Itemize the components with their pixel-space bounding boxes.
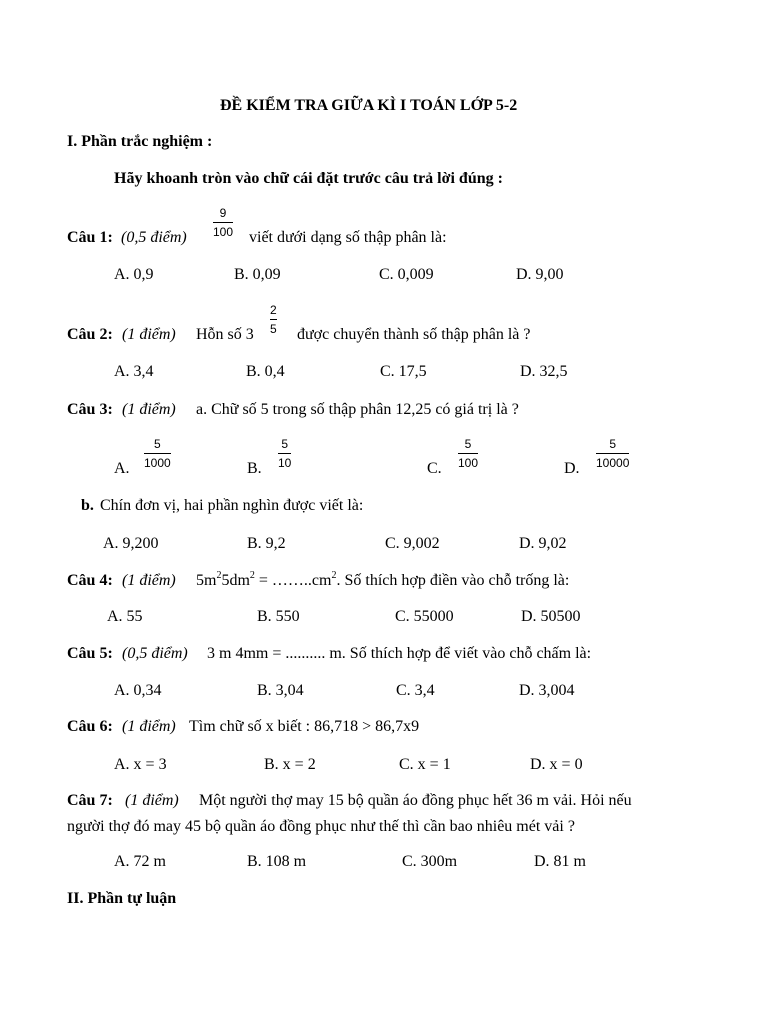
q1-label: Câu 1: (67, 229, 113, 246)
q3-option-c-fraction[interactable] (458, 438, 478, 469)
q3b-text: Chín đơn vị, hai phần nghìn được viết là: (100, 497, 364, 514)
fraction-denominator: 1000 (144, 456, 171, 470)
q4-expression (196, 570, 570, 589)
q3b-option-b[interactable]: B. 9,2 (247, 535, 286, 552)
q6-option-b[interactable]: B. x = 2 (264, 756, 316, 773)
q5-option-b[interactable]: B. 3,04 (257, 682, 304, 699)
q5-label: Câu 5: (67, 645, 113, 662)
q3-option-b-fraction[interactable] (278, 438, 291, 469)
q4-sup-b: 2 (249, 570, 255, 581)
q1-fraction (213, 207, 233, 238)
q6-points: (1 điểm) (122, 718, 176, 735)
fraction-numerator: 5 (281, 437, 289, 451)
q2-text-pre: Hỗn số 3 (196, 326, 254, 343)
fraction-numerator: 5 (154, 437, 161, 451)
q7-label: Câu 7: (67, 792, 113, 809)
q3-option-a-letter[interactable]: A. (114, 460, 130, 477)
q6-label: Câu 6: (67, 718, 113, 735)
fraction-denominator: 100 (458, 456, 479, 470)
q1-option-a[interactable]: A. 0,9 (114, 266, 154, 283)
q3-option-d-letter[interactable]: D. (564, 460, 580, 477)
q3b-option-a[interactable]: A. 9,200 (103, 535, 159, 552)
q4-label: Câu 4: (67, 572, 113, 589)
q3-points: (1 điểm) (122, 401, 176, 418)
q3-text: a. Chữ số 5 trong số thập phân 12,25 có giá trị là ? (196, 401, 519, 418)
q2-points: (1 điểm) (122, 326, 176, 343)
q1-fraction-denominator: 100 (213, 225, 234, 239)
q6-option-c[interactable]: C. x = 1 (399, 756, 451, 773)
q4-sup-c: 2 (331, 570, 337, 581)
q3-option-c-letter[interactable]: C. (427, 460, 442, 477)
part1-instruction: Hãy khoanh tròn vào chữ cái đặt trước câu trả lời đúng : (114, 170, 503, 187)
q4-expr-part-c: = ……..cm (254, 572, 332, 589)
q6-option-a[interactable]: A. x = 3 (114, 756, 167, 773)
q7-text-line1: Một người thợ may 15 bộ quần áo đồng phục hết 36 m vải. Hỏi nếu (199, 792, 632, 809)
q3-option-a-fraction[interactable] (144, 438, 171, 469)
q2-option-b[interactable]: B. 0,4 (246, 363, 285, 380)
q2-option-d[interactable]: D. 32,5 (520, 363, 568, 380)
q2-fraction-numerator: 2 (270, 303, 277, 317)
q1-points: (0,5 điểm) (121, 229, 187, 246)
fraction-denominator: 10 (278, 456, 292, 470)
q1-text: viết dưới dạng số thập phân là: (249, 229, 447, 246)
q7-points: (1 điểm) (125, 792, 179, 809)
q4-expr-part-a: 5m (196, 572, 217, 589)
q4-sup-a: 2 (216, 570, 222, 581)
q5-text: 3 m 4mm = .......... m. Số thích hợp để viết vào chỗ chấm là: (207, 645, 592, 662)
q4-expr-part-b: 5dm (221, 572, 250, 589)
q4-text: . Số thích hợp điền vào chỗ trống là: (336, 572, 570, 589)
q1-option-b[interactable]: B. 0,09 (234, 266, 281, 283)
q3-label: Câu 3: (67, 401, 113, 418)
q1-fraction-numerator: 9 (219, 206, 227, 220)
q2-label: Câu 2: (67, 326, 113, 343)
q2-option-c[interactable]: C. 17,5 (380, 363, 427, 380)
q1-option-c[interactable]: C. 0,009 (379, 266, 434, 283)
q2-option-a[interactable]: A. 3,4 (114, 363, 154, 380)
q4-points: (1 điểm) (122, 572, 176, 589)
q7-option-c[interactable]: C. 300m (402, 853, 458, 870)
q4-option-c[interactable]: C. 55000 (395, 608, 454, 625)
q3-option-b-letter[interactable]: B. (247, 460, 262, 477)
q5-option-c[interactable]: C. 3,4 (396, 682, 435, 699)
fraction-denominator: 10000 (596, 456, 630, 470)
q3-option-d-fraction[interactable] (596, 438, 629, 469)
q1-option-d[interactable]: D. 9,00 (516, 266, 564, 283)
q3b-option-d[interactable]: D. 9,02 (519, 535, 567, 552)
q4-option-a[interactable]: A. 55 (107, 608, 143, 625)
q6-option-d[interactable]: D. x = 0 (530, 756, 583, 773)
q4-option-d[interactable]: D. 50500 (521, 608, 581, 625)
q3b-label: b. (81, 497, 94, 514)
q7-text-line2: người thợ đó may 45 bộ quần áo đồng phục như thế thì cần bao nhiêu mét vải ? (67, 818, 575, 835)
q5-option-a[interactable]: A. 0,34 (114, 682, 162, 699)
q7-option-b[interactable]: B. 108 m (247, 853, 307, 870)
part2-heading: II. Phần tự luận (67, 890, 177, 907)
q2-fraction-denominator: 5 (270, 322, 277, 336)
q3b-option-c[interactable]: C. 9,002 (385, 535, 440, 552)
exam-title: ĐỀ KIỂM TRA GIỮA KÌ I TOÁN LỚP 5-2 (220, 97, 518, 114)
fraction-numerator: 5 (609, 437, 617, 451)
q7-option-d[interactable]: D. 81 m (534, 853, 586, 870)
q7-option-a[interactable]: A. 72 m (114, 853, 166, 870)
q2-fraction (270, 304, 277, 335)
q5-option-d[interactable]: D. 3,004 (519, 682, 575, 699)
q2-text-post: được chuyển thành số thập phân là ? (297, 326, 531, 343)
q4-option-b[interactable]: B. 550 (257, 608, 300, 625)
fraction-numerator: 5 (464, 437, 472, 451)
q6-text: Tìm chữ số x biết : 86,718 > 86,7x9 (189, 718, 420, 735)
part1-heading: I. Phần trắc nghiệm : (67, 133, 213, 150)
q5-points: (0,5 điểm) (122, 645, 188, 662)
